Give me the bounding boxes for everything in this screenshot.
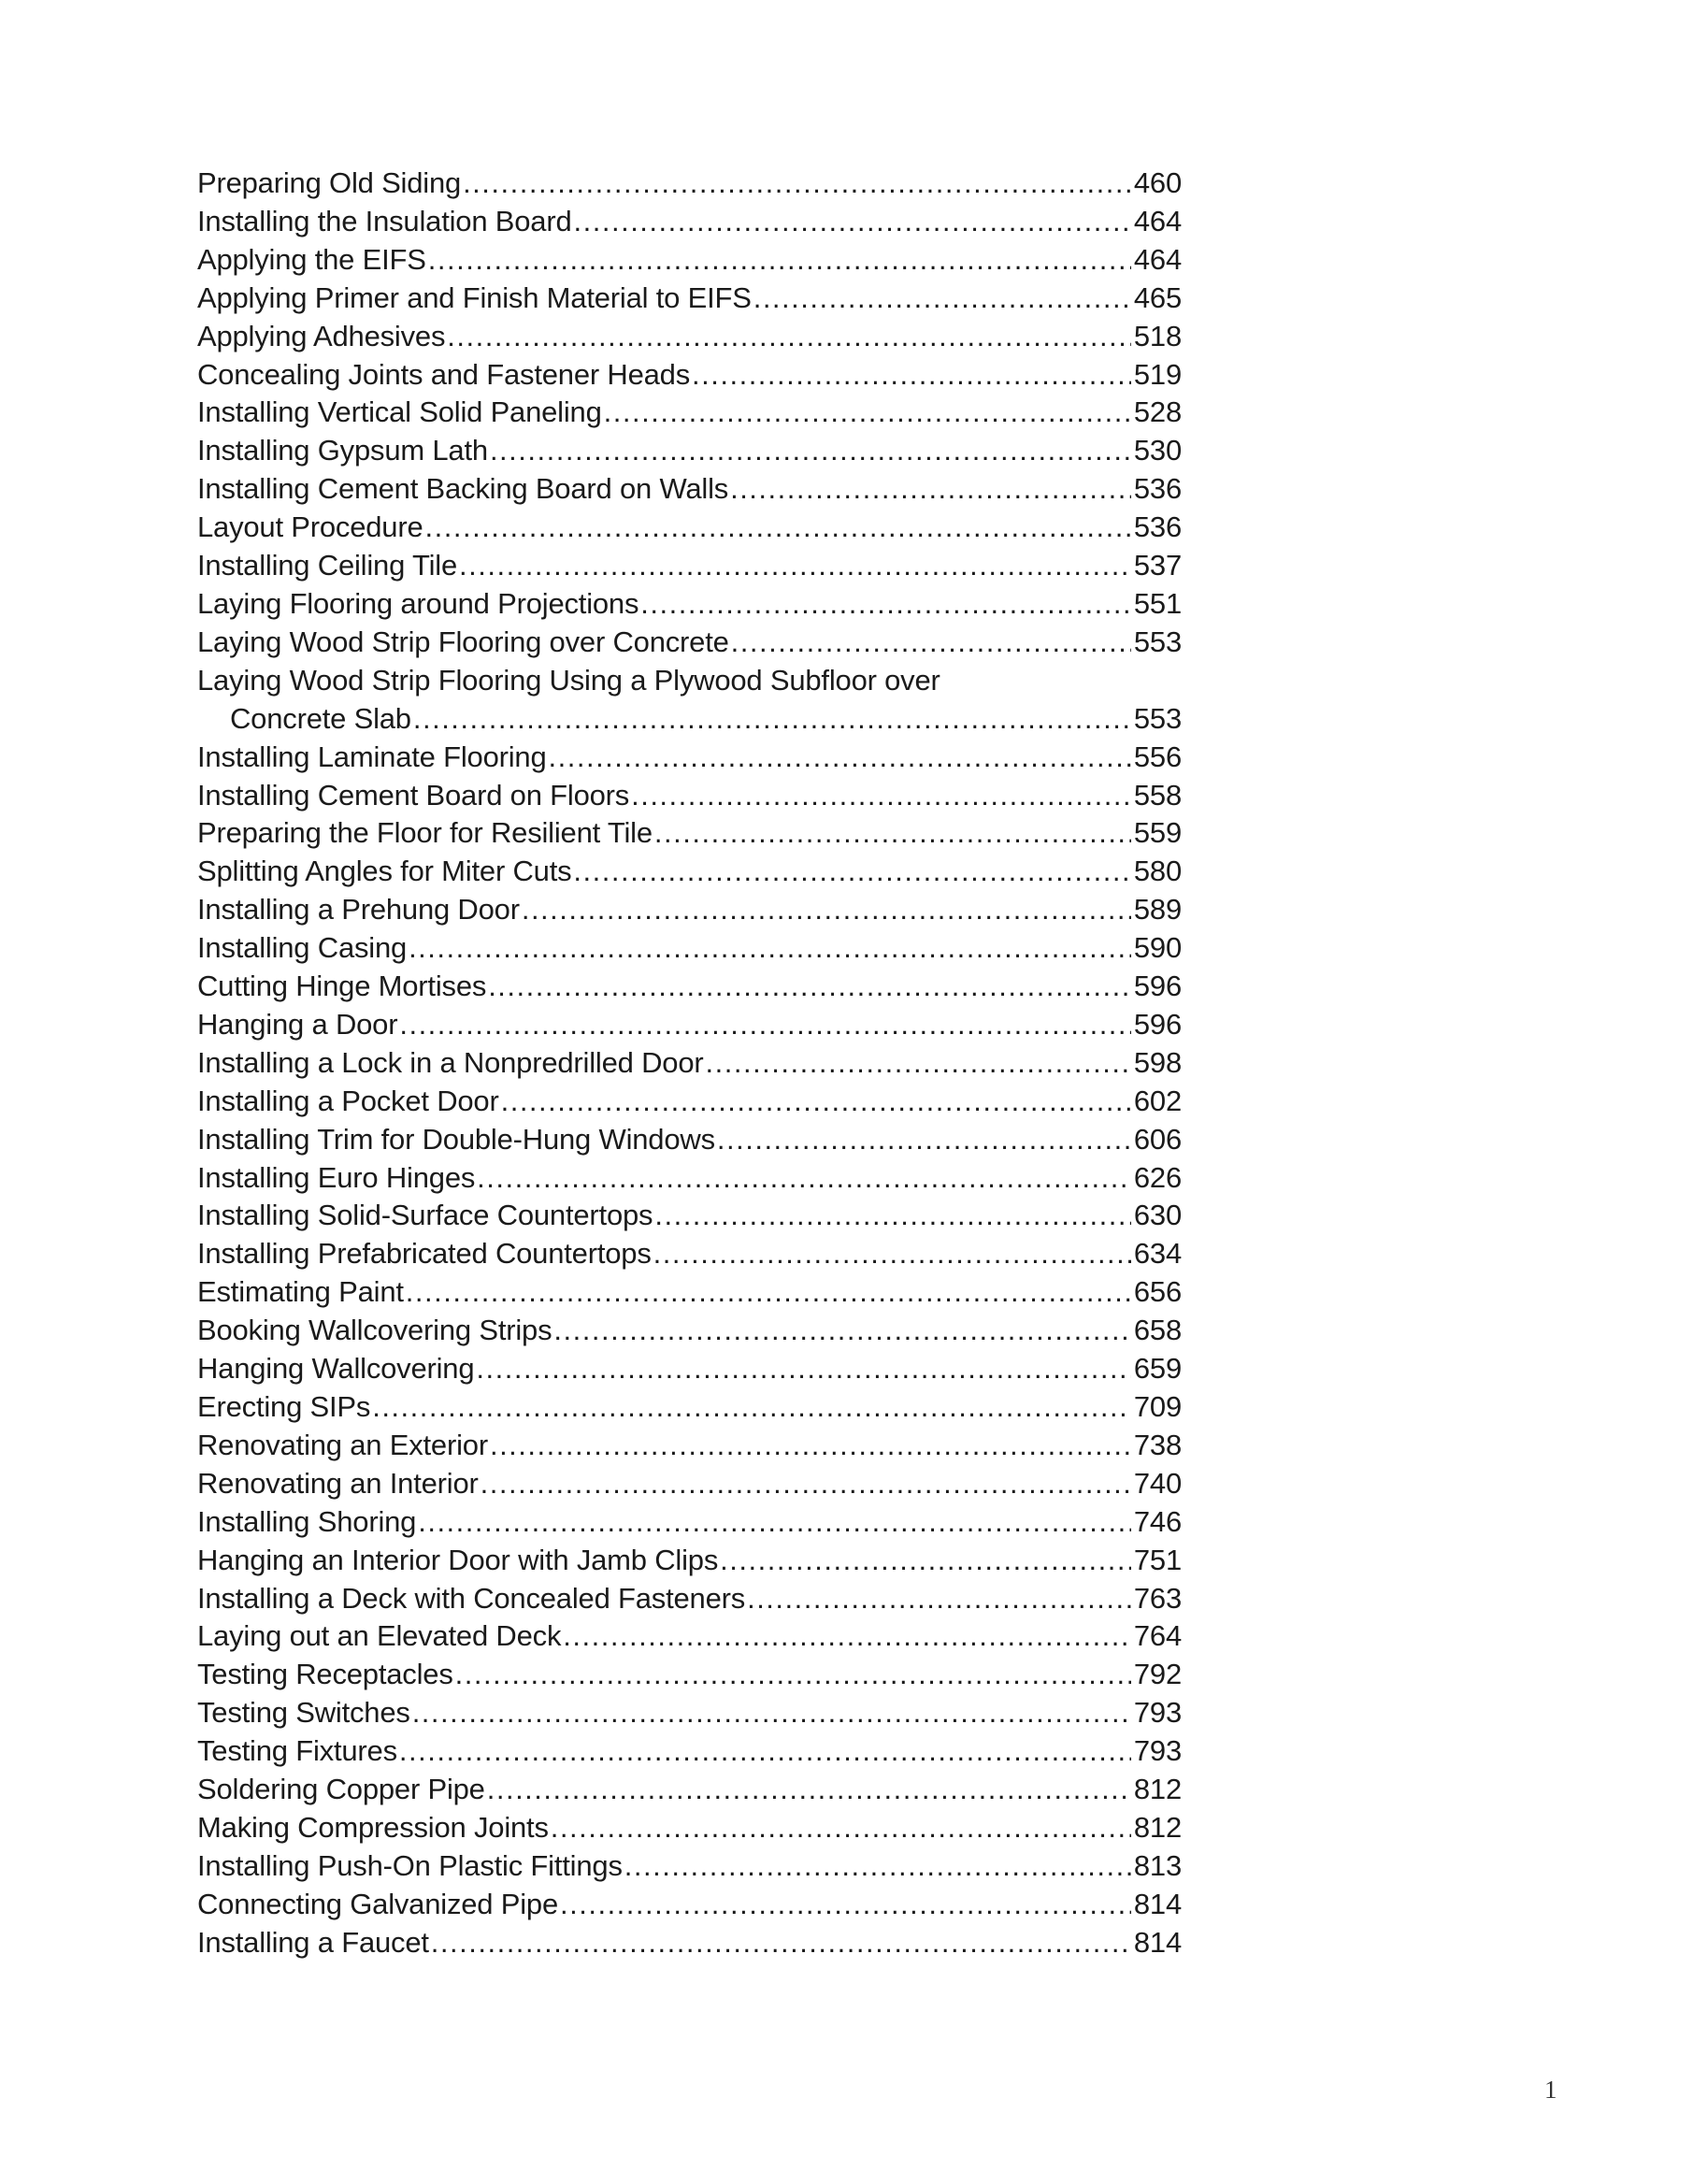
toc-entry (197, 1809, 1182, 1847)
dot-leader (654, 814, 1131, 853)
toc-entry-title: Booking Wallcovering Strips (197, 1314, 552, 1347)
toc-entry-page: 606 (1133, 1122, 1182, 1156)
toc-entry-row (197, 853, 1182, 891)
toc-entry (197, 1083, 1182, 1121)
dot-leader (463, 165, 1131, 203)
toc-entry-title: Installing Vertical Solid Paneling (197, 395, 602, 429)
toc-entry-row (197, 1617, 1182, 1656)
toc-entry-row (197, 968, 1182, 1006)
toc-entry-row (197, 1197, 1182, 1235)
toc-entry-title: Laying Flooring around Projections (197, 586, 639, 620)
toc-entry-page: 709 (1133, 1390, 1182, 1423)
dot-leader (425, 509, 1131, 547)
toc-entry-title: Installing Euro Hinges (197, 1160, 476, 1194)
toc-entry-title: Applying Adhesives (197, 319, 446, 352)
toc-entry-row (197, 929, 1182, 968)
toc-entry-page: 630 (1133, 1199, 1182, 1232)
toc-entry-page: 626 (1133, 1160, 1182, 1194)
dot-leader (488, 968, 1131, 1006)
toc-entry-title: Installing Prefabricated Countertops (197, 1237, 652, 1271)
toc-entry-page: 559 (1133, 816, 1182, 850)
toc-entry-title: Installing Trim for Double-Hung Windows (197, 1122, 715, 1156)
toc-entry (197, 1771, 1182, 1809)
toc-entry-row (197, 394, 1182, 432)
toc-entry-page: 634 (1133, 1237, 1182, 1271)
toc-entry-row (197, 318, 1182, 356)
dot-leader (459, 547, 1131, 585)
toc-entry-title: Testing Receptacles (197, 1658, 453, 1691)
toc-entry-page: 793 (1133, 1734, 1182, 1768)
toc-entry-row (197, 1580, 1182, 1618)
toc-entry (197, 1580, 1182, 1618)
toc-entry-page: 793 (1133, 1696, 1182, 1730)
toc-entry-page: 553 (1133, 701, 1182, 735)
toc-entry-row (197, 1159, 1182, 1198)
toc-entry-page: 763 (1133, 1581, 1182, 1615)
page-number: 1 (1544, 2076, 1557, 2104)
toc-entry-row (197, 547, 1182, 585)
dot-leader (551, 1809, 1131, 1847)
toc-entry-row (197, 1350, 1182, 1388)
dot-leader (654, 1197, 1131, 1235)
toc-entry-row (197, 1121, 1182, 1159)
toc-entry (197, 203, 1182, 241)
toc-entry (197, 1044, 1182, 1083)
dot-leader (549, 739, 1131, 777)
toc-entry-page: 465 (1133, 280, 1182, 314)
toc-entry (197, 1235, 1182, 1273)
toc-entry-page: 530 (1133, 434, 1182, 467)
dot-leader (730, 470, 1131, 509)
toc-entry-row (197, 1809, 1182, 1847)
toc-entry (197, 1656, 1182, 1694)
toc-entry-title: Laying out an Elevated Deck (197, 1619, 562, 1653)
toc-entry-row (197, 585, 1182, 624)
toc-entry (197, 470, 1182, 509)
toc-entry (197, 432, 1182, 470)
toc-entry-page: 536 (1133, 510, 1182, 544)
toc-entry-title: Installing Push-On Plastic Fittings (197, 1848, 623, 1882)
dot-leader (428, 241, 1131, 280)
toc-entry-title: Installing Gypsum Lath (197, 434, 488, 467)
toc-entry-page: 659 (1133, 1352, 1182, 1386)
dot-leader (372, 1388, 1131, 1427)
toc-entry-row (197, 1388, 1182, 1427)
toc-entry-title: Applying the EIFS (197, 242, 426, 276)
toc-entry-page: 812 (1133, 1773, 1182, 1806)
toc-entry-title: Soldering Copper Pipe (197, 1773, 485, 1806)
toc-entry-page: 792 (1133, 1658, 1182, 1691)
dot-leader (563, 1617, 1131, 1656)
toc-entry-page: 738 (1133, 1428, 1182, 1461)
toc-entry-title: Installing a Lock in a Nonpredrilled Door (197, 1045, 704, 1079)
toc-entry (197, 1694, 1182, 1732)
toc-entry (197, 814, 1182, 853)
toc-entry-title: Layout Procedure (197, 510, 423, 544)
toc-entry-page: 590 (1133, 931, 1182, 965)
toc-entry-row (197, 1044, 1182, 1083)
toc-entry-title: Installing Ceiling Tile (197, 549, 457, 582)
dot-leader (399, 1732, 1131, 1771)
toc-entry-title: Testing Fixtures (197, 1734, 397, 1768)
toc-entry-title: Installing Casing (197, 931, 408, 965)
dot-leader (720, 1542, 1131, 1580)
dot-leader (560, 1886, 1131, 1924)
toc-entry (197, 1542, 1182, 1580)
toc-entry-page: 519 (1133, 357, 1182, 391)
toc-entry-title: Applying Primer and Finish Material to EIFS (197, 280, 752, 314)
toc-entry-page: 598 (1133, 1045, 1182, 1079)
toc-entry-row (197, 739, 1182, 777)
toc-entry (197, 968, 1182, 1006)
toc-entry-row (197, 1924, 1182, 1962)
toc-entry (197, 318, 1182, 356)
toc-entry-title: Cutting Hinge Mortises (197, 970, 487, 1003)
toc-entry-title: Preparing Old Siding (197, 166, 462, 199)
toc-entry (197, 624, 1182, 662)
dot-leader (753, 280, 1131, 318)
dot-leader (653, 1235, 1131, 1273)
toc-entry-title: Renovating an Interior (197, 1466, 479, 1500)
table-of-contents (197, 165, 1182, 1962)
dot-leader (409, 929, 1131, 968)
toc-entry-page: 556 (1133, 740, 1182, 773)
toc-entry (197, 356, 1182, 395)
toc-entry-row (197, 1694, 1182, 1732)
toc-entry-title: Testing Switches (197, 1696, 410, 1730)
toc-entry-row (197, 203, 1182, 241)
toc-entry-row (197, 470, 1182, 509)
toc-entry-row (197, 280, 1182, 318)
toc-entry-page: 813 (1133, 1848, 1182, 1882)
toc-entry-title: Laying Wood Strip Flooring over Concrete (197, 625, 729, 658)
dot-leader (692, 356, 1131, 395)
dot-leader (487, 1771, 1131, 1809)
toc-entry-row (197, 1847, 1182, 1886)
toc-entry (197, 1847, 1182, 1886)
toc-entry-row (197, 1503, 1182, 1542)
toc-entry-row (197, 432, 1182, 470)
dot-leader (476, 1350, 1130, 1388)
toc-entry-page: 558 (1133, 778, 1182, 812)
toc-entry-row (197, 1427, 1182, 1465)
toc-entry (197, 1159, 1182, 1198)
toc-entry-page: 814 (1133, 1925, 1182, 1959)
toc-entry (197, 509, 1182, 547)
toc-entry-row (197, 1006, 1182, 1044)
toc-entry (197, 739, 1182, 777)
toc-entry-page: 658 (1133, 1314, 1182, 1347)
toc-entry-title: Hanging an Interior Door with Jamb Clips (197, 1543, 719, 1576)
toc-entry-title: Erecting SIPs (197, 1390, 371, 1423)
toc-entry (197, 1006, 1182, 1044)
toc-entry (197, 1273, 1182, 1312)
toc-entry-title: Concrete Slab (230, 701, 411, 735)
dot-leader (431, 1924, 1131, 1962)
toc-entry (197, 1924, 1182, 1962)
toc-entry (197, 165, 1182, 203)
toc-entry-title: Renovating an Exterior (197, 1428, 488, 1461)
toc-entry-page: 764 (1133, 1619, 1182, 1653)
toc-entry-title: Concealing Joints and Fastener Heads (197, 357, 691, 391)
toc-entry-row (197, 1465, 1182, 1503)
dot-leader (574, 203, 1131, 241)
toc-entry-title: Estimating Paint (197, 1275, 404, 1309)
dot-leader (706, 1044, 1131, 1083)
toc-entry (197, 662, 1182, 739)
toc-entry (197, 891, 1182, 929)
dot-leader (501, 1083, 1131, 1121)
toc-entry (197, 1312, 1182, 1350)
dot-leader (477, 1159, 1131, 1198)
toc-entry-page: 551 (1133, 586, 1182, 620)
toc-entry (197, 853, 1182, 891)
toc-entry-page: 589 (1133, 893, 1182, 927)
dot-leader (553, 1312, 1130, 1350)
toc-entry (197, 1465, 1182, 1503)
dot-leader (747, 1580, 1131, 1618)
toc-entry-title: Preparing the Floor for Resilient Tile (197, 816, 653, 850)
toc-entry-row (197, 509, 1182, 547)
dot-leader (490, 432, 1131, 470)
dot-leader (406, 1273, 1131, 1312)
toc-entry-title: Installing Cement Backing Board on Walls (197, 472, 729, 506)
toc-entry-title: Installing Shoring (197, 1504, 417, 1538)
toc-entry-row (197, 624, 1182, 662)
toc-entry (197, 777, 1182, 815)
dot-leader (631, 777, 1131, 815)
toc-entry-page: 596 (1133, 1007, 1182, 1041)
toc-entry-page: 460 (1133, 166, 1182, 199)
toc-entry-title-line1: Laying Wood Strip Flooring Using a Plywood Subfloor over (197, 663, 940, 697)
toc-entry-row (197, 1083, 1182, 1121)
dot-leader (447, 318, 1131, 356)
toc-entry-title: Connecting Galvanized Pipe (197, 1887, 558, 1920)
toc-entry-title: Installing a Deck with Concealed Fasteners (197, 1581, 746, 1615)
toc-entry-row (197, 891, 1182, 929)
dot-leader (522, 891, 1131, 929)
toc-entry (197, 394, 1182, 432)
toc-entry (197, 1617, 1182, 1656)
dot-leader (624, 1847, 1131, 1886)
toc-entry-row (197, 1732, 1182, 1771)
toc-entry-row (197, 165, 1182, 203)
toc-entry-page: 740 (1133, 1466, 1182, 1500)
toc-entry (197, 1732, 1182, 1771)
toc-entry-title: Hanging Wallcovering (197, 1352, 475, 1386)
dot-leader (731, 624, 1131, 662)
toc-entry-page: 537 (1133, 549, 1182, 582)
toc-entry-title: Hanging a Door (197, 1007, 398, 1041)
dot-leader (640, 585, 1131, 624)
toc-entry-page: 656 (1133, 1275, 1182, 1309)
toc-entry-page: 536 (1133, 472, 1182, 506)
toc-entry-title: Installing the Insulation Board (197, 204, 572, 237)
toc-entry-page: 602 (1133, 1084, 1182, 1117)
toc-entry-row (197, 356, 1182, 395)
toc-entry (197, 585, 1182, 624)
toc-entry-title: Splitting Angles for Miter Cuts (197, 855, 572, 888)
toc-entry-page: 751 (1133, 1543, 1182, 1576)
toc-entry-page: 746 (1133, 1504, 1182, 1538)
toc-entry-row (197, 777, 1182, 815)
dot-leader (418, 1503, 1131, 1542)
toc-entry-page: 518 (1133, 319, 1182, 352)
toc-entry-title: Installing Laminate Flooring (197, 740, 547, 773)
toc-entry-row (197, 241, 1182, 280)
dot-leader (604, 394, 1131, 432)
toc-entry-title: Installing a Prehung Door (197, 893, 520, 927)
toc-entry-page: 580 (1133, 855, 1182, 888)
toc-entry-page: 553 (1133, 625, 1182, 658)
toc-entry (197, 547, 1182, 585)
toc-entry (197, 1886, 1182, 1924)
toc-entry-row (197, 1273, 1182, 1312)
toc-entry-page: 464 (1133, 242, 1182, 276)
toc-entry-row (197, 814, 1182, 853)
dot-leader (413, 700, 1131, 739)
toc-entry-row (197, 1542, 1182, 1580)
dot-leader (490, 1427, 1131, 1465)
toc-entry-title: Installing Cement Board on Floors (197, 778, 630, 812)
toc-entry (197, 1388, 1182, 1427)
toc-entry-row (197, 1235, 1182, 1273)
dot-leader (412, 1694, 1131, 1732)
toc-entry (197, 1197, 1182, 1235)
toc-entry (197, 280, 1182, 318)
dot-leader (573, 853, 1130, 891)
toc-entry-row (197, 1656, 1182, 1694)
toc-entry-title: Installing a Faucet (197, 1925, 429, 1959)
toc-entry-title: Making Compression Joints (197, 1810, 549, 1844)
toc-entry (197, 929, 1182, 968)
toc-entry-row (197, 700, 1182, 739)
toc-entry (197, 1350, 1182, 1388)
toc-entry-page: 814 (1133, 1887, 1182, 1920)
toc-entry (197, 1427, 1182, 1465)
toc-entry-row (197, 1886, 1182, 1924)
toc-entry-page: 464 (1133, 204, 1182, 237)
toc-entry (197, 241, 1182, 280)
dot-leader (481, 1465, 1131, 1503)
toc-entry (197, 1503, 1182, 1542)
dot-leader (717, 1121, 1131, 1159)
dot-leader (399, 1006, 1131, 1044)
dot-leader (455, 1656, 1131, 1694)
toc-entry-page: 812 (1133, 1810, 1182, 1844)
toc-entry (197, 1121, 1182, 1159)
toc-entry-row (197, 1312, 1182, 1350)
toc-entry-title: Installing Solid-Surface Countertops (197, 1199, 653, 1232)
toc-entry-title: Installing a Pocket Door (197, 1084, 499, 1117)
toc-entry-row (197, 1771, 1182, 1809)
toc-entry-page: 528 (1133, 395, 1182, 429)
toc-entry-page: 596 (1133, 970, 1182, 1003)
